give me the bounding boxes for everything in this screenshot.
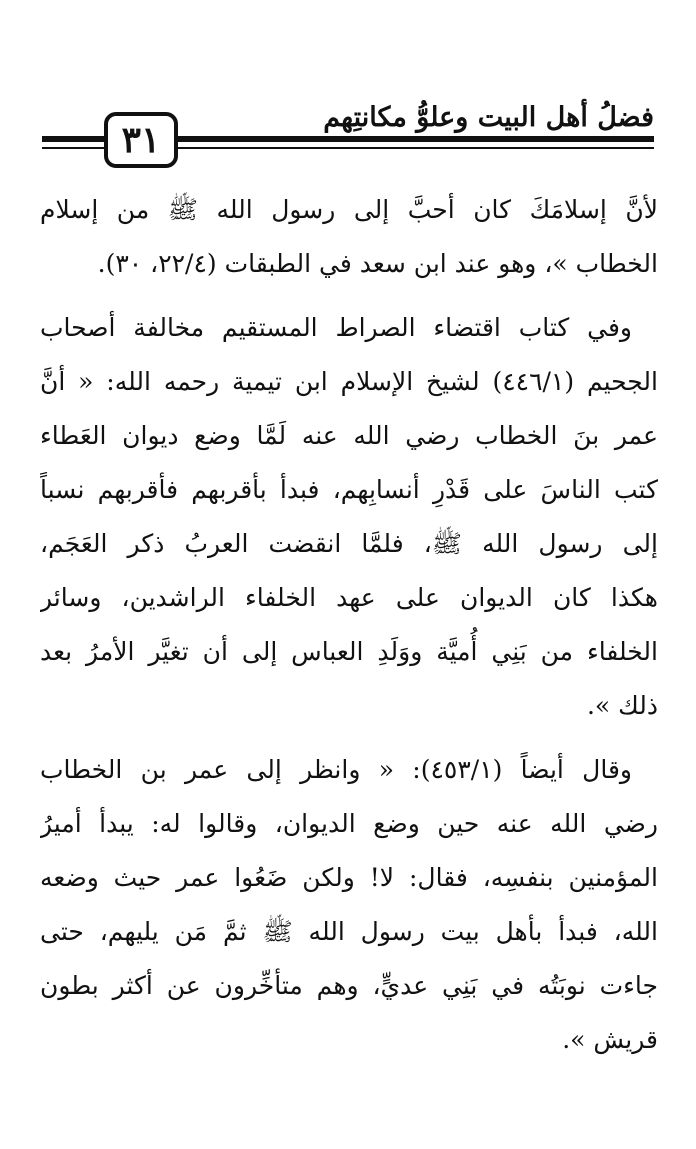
text-line: لأنَّ إسلامَكَ كان أحبَّ إلى رسول الله ﷺ من إسلام <box>40 195 658 224</box>
text-line: ذلك ». <box>586 691 658 720</box>
text-line: الخلفاء من بَنِي أُميَّة ووَلَدِ العباس إلى أن تغيَّر الأمرُ بعد <box>40 637 658 666</box>
text-line: الله، فبدأ بأهل بيت رسول الله ﷺ ثمَّ مَن يليهم، حتى <box>40 917 658 946</box>
text-line: كتب الناسَ على قَدْرِ أنسابِهم، فبدأ بأقربهم فأقربهم نسباً <box>40 475 658 504</box>
body-text <box>40 183 658 1067</box>
paragraph <box>40 183 658 291</box>
page-header <box>0 0 696 175</box>
text-line: جاءت نوبَتُه في بَنِي عديٍّ، وهم متأخِّرون عن أكثر بطون <box>40 971 658 1000</box>
running-title: فضلُ أهل البيت وعلوُّ مكانتِهم <box>323 102 654 133</box>
text-line: قريش ». <box>562 1025 658 1054</box>
text-line: رضي الله عنه حين وضع الديوان، وقالوا له: يبدأ أميرُ <box>40 809 658 838</box>
text-line: عمر بنَ الخطاب رضي الله عنه لَمَّا وضع ديوان العَطاء <box>40 421 658 450</box>
text-line: الجحيم (٤٤٦/١) لشيخ الإسلام ابن تيمية رحمه الله: « أنَّ <box>40 367 658 396</box>
text-line: وقال أيضاً (٤٥٣/١): « وانظر إلى عمر بن الخطاب <box>40 755 632 784</box>
paragraph <box>40 743 658 1067</box>
text-line: المؤمنين بنفسِه، فقال: لا! ولكن ضَعُوا عمر حيث وضعه <box>40 863 658 892</box>
text-line: وفي كتاب اقتضاء الصراط المستقيم مخالفة أصحاب <box>40 313 632 342</box>
paragraph <box>40 301 658 733</box>
text-line: الخطاب »، وهو عند ابن سعد في الطبقات (٢٢/٤، ٣٠). <box>97 249 658 278</box>
text-line: إلى رسول الله ﷺ، فلمَّا انقضت العربُ ذكر العَجَم، <box>40 529 658 558</box>
page-number: ٣١ <box>104 112 178 168</box>
text-line: هكذا كان الديوان على عهد الخلفاء الراشدين، وسائر <box>40 583 658 612</box>
